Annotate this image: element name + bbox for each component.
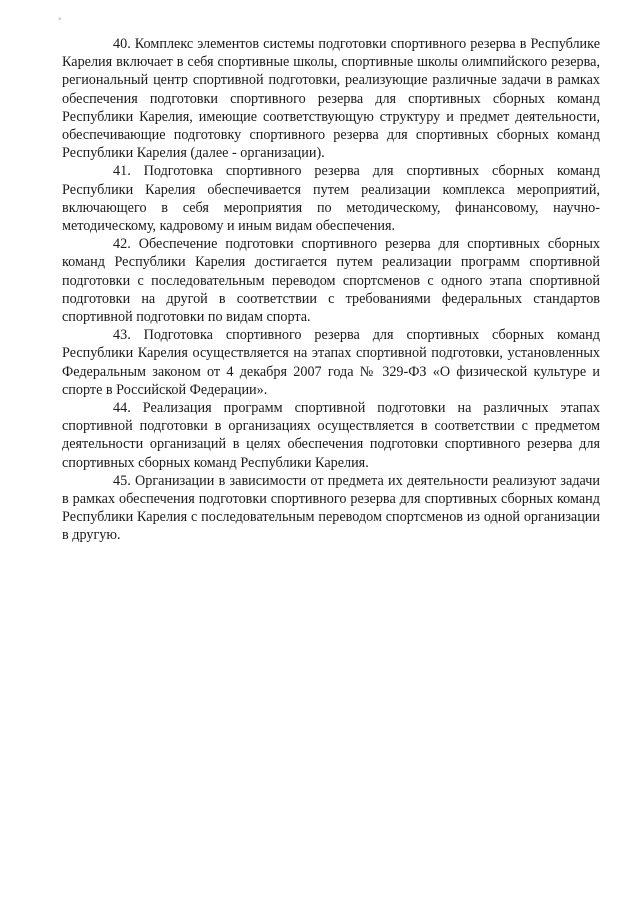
paragraph-44: 44. Реализация программ спортивной подготовки на различных этапах спортивной подготовки в организациях осуществляется в соответствии с предметом деятельности организаций в целях обеспечения подготовки спортивного резерва для спортивных сборных команд Республики Карелия. [62,400,600,471]
paragraph-45: 45. Организации в зависимости от предмета их деятельности реализуют задачи в рамках обеспечения подготовки спортивного резерва для спортивных сборных команд Республики Карелия с последовательным переводом спортсменов из одной организации в другую. [62,472,600,544]
paragraph-40: 40. Комплекс элементов системы подготовки спортивного резерва в Республике Карелия включает в себя спортивные школы, спортивные школы олимпийского резерва, региональный центр спортивной подготовки, реализующие различные задачи в рамках обеспечения подготовки спортивного резерва для спортивных сборных команд Республики Карелия, имеющие соответствующую структуру и предмет деятельности, обеспечивающие подготовку спортивного резерва для спортивных сборных команд Республики Карелия (далее - организации). [62,36,600,162]
paragraph-41: 41. Подготовка спортивного резерва для спортивных сборных команд Республики Карелия обеспечивается путем реализации комплекса мероприятий, включающего в себя мероприятия по методическому, финансовому, научно-методическому, кадровому и иным видам обеспечения. [62,163,600,235]
paragraph-42: 42. Обеспечение подготовки спортивного резерва для спортивных сборных команд Республики Карелия достигается путем реализации программ спортивной подготовки с последовательным переводом спортсменов с одного этапа спортивной подготовки на другой в соответствии с требованиями федеральных стандартов спортивной подготовки по видам спорта. [62,236,600,326]
scan-mark: ° [58,17,62,25]
document-body [62,35,600,545]
paragraph-43: 43. Подготовка спортивного резерва для спортивных сборных команд Республики Карелия осуществляется на этапах спортивной подготовки, установленных Федеральным законом от 4 декабря 2007 года № 329-ФЗ «О физической культуре и спорте в Российской Федерации». [62,327,600,398]
